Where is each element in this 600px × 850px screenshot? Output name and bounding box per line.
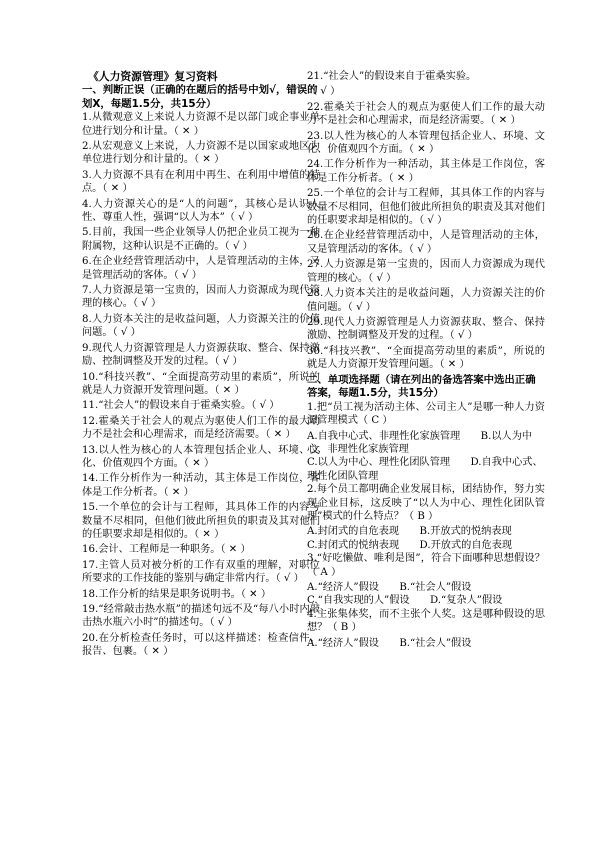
tf-item-28: 28.人力资本关注的是收益问题，人力资源关注的价值问题。（ √ ） [307,288,545,313]
tf-item-3: 3.人力资源不具有在利用中再生、在利用中增值的特点。（ ✕ ） [82,169,320,195]
tf-item-21: 21.“社会人”的假设来自于霍桑实验。 [307,71,477,82]
tf-item-23: 23.以人性为核心的人本管理包括企业人、环境、文化、价值观四个方面。（ ✕ ） [307,130,545,156]
mc-question-2-options-ab: A.封闭式的自危表现 B.开放式的悦纳表现 [307,526,512,538]
tf-item-10: 10.“科技兴教”、“全面提高劳动里的素质”，所说的就是人力资源开发管理问题。（ ✕ ） [82,371,320,396]
section2-heading: 二、单项选择题（请在列出的备选答案中选出正确答案，每题1.5分，共15分） [307,373,536,400]
tf-item-22: 22.霍桑关于社会人的观点为驱使人们工作的最大动力不是社会和心理需求，而是经济需要。（ ✕ ） [307,101,545,127]
tf-item-18: 18.工作分析的结果是职务说明书。（ ✕ ） [82,588,272,600]
tf-item-21-answer: （ √ ） [307,86,341,98]
document-title: 《人力资源管理》复习资料 [88,70,218,83]
section1-heading: 一、判断正误（正确的在题后的括号中划√，错误的划X，每题1.5分，共15分） [82,84,318,110]
tf-item-1: 1.从微观意义上来说人力资源不是以部门或企事业单位进行划分和计量。（ ✕ ） [82,112,320,137]
tf-item-17: 17.主管人员对被分析的工作有双重的理解，对职位所要求的工作技能的鉴别与确定非常内行。（ √ ） [82,559,320,585]
mc-question-3-options-ab: A.“经济人”假设 B.“社会人”假设 [307,582,472,593]
tf-item-24: 24.工作分析作为一种活动，其主体是工作岗位，客体是工作分析者。（ ✕ ） [307,159,545,184]
tf-item-14: 14.工作分析作为一种活动，其主体是工作岗位，客体是工作分析者。（ ✕ ） [82,473,320,498]
right-column [307,70,545,650]
tf-item-26: 26.在企业经营管理活动中，人是管理活动的主体，又是管理活动的客体。（ √ ） [307,230,545,255]
tf-item-8: 8.人力资本关注的是收益问题，人力资源关注的价值问题。（ √ ） [82,313,320,339]
tf-item-30: 30.“科技兴教”、“全面提高劳动里的素质”，所说的就是人力资源开发管理问题。（ ✕ ） [307,345,545,371]
mc-question-4-options-ab: A.“经济人”假设 B.“社会人”假设 [307,637,472,649]
tf-item-29: 29.现代人力资源管理是人力资源获取、整合、保持激励、控制调整及开发的过程。（ √ ） [307,316,545,342]
tf-item-9: 9.现代人力资源管理是人力资源获取、整合、保持激励、控制调整及开发的过程。（ √ ） [82,342,320,368]
tf-item-15: 15.一个单位的会计与工程师，其具体工作的内容与数量不尽相同，但他们彼此所担负的职责及其对他们的任职要求却是相似的。（ ✕ ） [82,502,320,540]
tf-item-27: 27.人力资源是第一宝贵的，因而人力资源成为现代管理的核心。（ √ ） [307,259,545,284]
tf-item-2: 2.从宏观意义上来说，人力资源不是以国家或地区为单位进行划分和计量的。（ ✕ ） [82,141,320,166]
tf-item-25: 25.一个单位的会计与工程师，其具体工作的内容与数量不尽相同，但他们彼此所担负的职责及其对他们的任职要求却是相似的。（ √ ） [307,188,545,227]
mc-question-1: 1.把“员工视为活动主体、公司主人”是哪一种人力资源管理模式（ C ） [307,401,545,427]
tf-item-4: 4.人力资源关心的是“人的问题”，其核心是认识人性、尊重人性，强调“以人为本”（ √ ） [82,198,320,224]
tf-item-7: 7.人力资源是第一宝贵的，因而人力资源成为现代管理的核心。（ √ ） [82,285,320,310]
tf-item-5: 5.目前，我国一些企业领导人仍把企业员工视为一种附属物，这种认识是不正确的。（ √ ） [82,227,320,252]
mc-question-3: 3.“好吃懒做、唯利是图”，符合下面哪种思想假设？（ A ） [307,553,545,578]
tf-item-13: 13.以人性为核心的人本管理包括企业人、环境、文化、价值观四个方面。（ ✕ ） [82,444,320,469]
mc-question-1-options-ab: A.自我中心式、非理性化家族管理 B.以人为中心、非理性化家族管理 [307,430,533,455]
tf-item-19: 19.“经常敲击热水瓶”的描述句远不及“每八小时内敲击热水瓶六小时”的描述句。（ √ ） [82,604,320,629]
mc-question-3-options-cd: C.“自我实现的人”假设 D.“复杂人”假设 [307,595,503,607]
tf-item-11: 11.“社会人”的假设来自于霍桑实验。（ √ ） [82,400,280,412]
mc-question-2-options-cd: C.封闭式的悦纳表现 D.开放式的自危表现 [307,539,513,551]
mc-question-4: 4.主张集体奖，而不主张个人奖。这是哪种假设的思想？（ B ） [307,608,545,634]
mc-question-2: 2.每个员工都明确企业发展目标，团结协作，努力实现企业目标，这反映了“以人为中心、理性化团队管理”模式的什么特点？（ B ） [307,484,545,522]
tf-item-12: 12.霍桑关于社会人的观点为驱使人们工作的最大动力不是社会和心理需求，而是经济需要。（ ✕ ） [82,415,320,441]
mc-question-1-options-cd: C.以人为中心、理性化团队管理 D.自我中心式、理性化团队管理 [307,457,543,482]
tf-item-6: 6.在企业经营管理活动中，人是管理活动的主体，又是管理活动的客体。（ √ ） [82,256,320,281]
tf-item-16: 16.会计、工程师是一种职务。（ ✕ ） [82,544,251,556]
left-column [82,70,320,661]
tf-item-20: 20.在分析检查任务时，可以这样描述：检查信件、报告、包裹。（ ✕ ） [82,632,320,658]
